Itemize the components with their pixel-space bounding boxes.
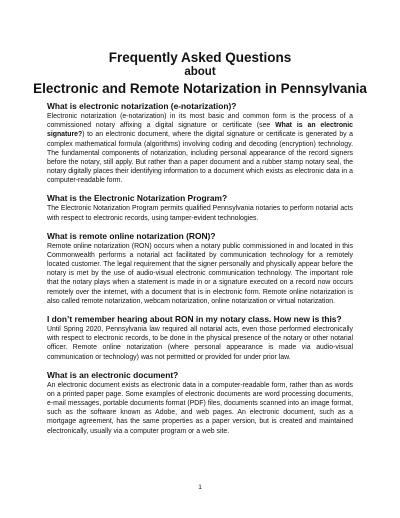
title-line-faq: Frequently Asked Questions (108, 50, 292, 65)
faq-question: What is electronic notarization (e-notarization)? (47, 101, 237, 111)
title-line-about: about (184, 66, 216, 78)
faq-section (47, 370, 353, 436)
answer-text: Electronic notarization (e-notarization) in its most basic and common form is the process of a commissioned notary affixing a digital signature or certificate (see (47, 113, 353, 130)
faq-section (47, 231, 353, 306)
faq-question: What is the Electronic Notarization Program? (47, 193, 228, 204)
faq-answer: An electronic document exists as electronic data in a computer-readable form, rather than as words on a printed paper page. Some examples of electronic documents are word processing documents, e-mail messages, portable documents format (PDF) files, documents scanned into an image format, such as the software known as Adobe, and web pages. An electronic document, such as a mortgage agreement, has the same properties as a paper version, but is created and maintained electronically, usually via a computer program or a web site. (47, 381, 353, 435)
page-number: 1 (198, 484, 202, 491)
faq-section (47, 101, 353, 185)
faq-answer (47, 112, 353, 185)
faq-section (47, 193, 353, 222)
answer-bold-reference: What is an electronic signature? (47, 122, 353, 139)
faq-content (47, 101, 353, 444)
faq-answer: Remote online notarization (RON) occurs when a notary public commissioned in and located in this Commonwealth performs a notarial act facilitated by communication technology for a remotely located customer. The legal requirement that the signer personally and physically appear before the notary is met by the use of audio-visual electronic communication technology. The important role that the notary plays when a statement is made in or a signature executed on a record now occurs remotely over the internet, with a document that is in electronic form. Remote online notarization is also called remote notarization, webcam notarization, online notarization or virtual notarization. (47, 242, 353, 305)
answer-text: ) to an electronic document, where the digital signature or certificate is generated by a complex mathematical formula (algorithms) involving coding and decoding (encryption) technology. The fundamental components of notarization, including personal appearance of the record signers before the notary, still apply. But rather than a paper document and a rubber stamp notary seal, the notary digitally places their identifying information to a document which exists as electronic data in a computer-readable form. (47, 131, 353, 185)
title-line-topic: Electronic and Remote Notarization in Pennsylvania (33, 81, 367, 96)
faq-answer: Until Spring 2020, Pennsylvania law required all notarial acts, even those performed electronically with respect to electronic records, to be done in the physical presence of the notary or other notarial officer. Remote online notarization (where personal appearance is made via audio-visual communication or technology) was not permitted or provided for under prior law. (47, 326, 353, 361)
faq-question: What is remote online notarization (RON)? (47, 230, 216, 241)
faq-question: What is an electronic document? (47, 369, 179, 380)
document-title (30, 50, 370, 97)
faq-question: I don’t remember hearing about RON in my notary class. How new is this? (47, 313, 342, 324)
faq-answer: The Electronic Notarization Program permits qualified Pennsylvania notaries to perform notarial acts with respect to electronic records, using tamper-evident technologies. (47, 205, 353, 222)
faq-section (47, 314, 353, 362)
